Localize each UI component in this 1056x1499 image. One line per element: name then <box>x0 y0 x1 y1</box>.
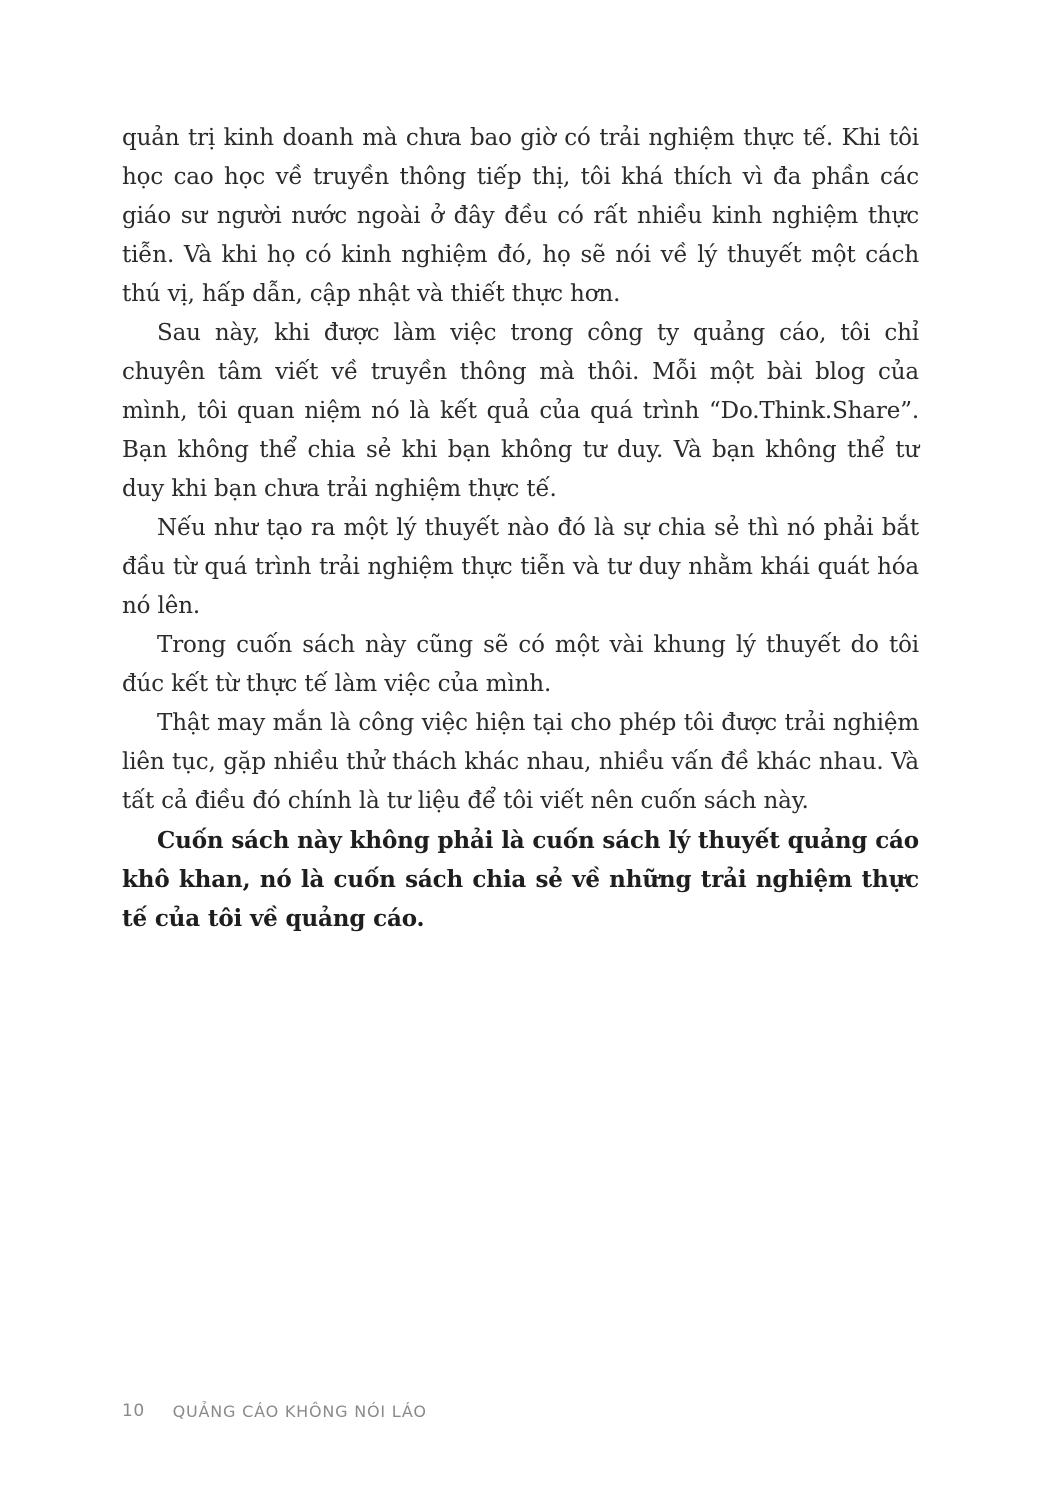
running-book-title: QUẢNG CÁO KHÔNG NÓI LÁO <box>172 1401 427 1421</box>
paragraph-current-work: Thật may mắn là công việc hiện tại cho phép tôi được trải nghiệm liên tục, gặp nhiều thử thách khác nhau, nhiều vấn đề khác nhau. Và tất cả điều đó chính là tư liệu để tôi viết nên cuốn sách này. <box>122 710 919 814</box>
page-footer <box>122 1398 427 1424</box>
body-text <box>122 119 919 938</box>
paragraph-continued: quản trị kinh doanh mà chưa bao giờ có trải nghiệm thực tế. Khi tôi học cao học về truyền thông tiếp thị, tôi khá thích vì đa phần các giáo sư người nước ngoài ở đây đều có rất nhiều kinh nghiệm thực tiễn. Và khi họ có kinh nghiệm đó, họ sẽ nói về lý thuyết một cách thú vị, hấp dẫn, cập nhật và thiết thực hơn. <box>122 125 919 307</box>
page-number: 10 <box>122 1401 145 1421</box>
paragraph-theory-sharing: Nếu như tạo ra một lý thuyết nào đó là sự chia sẻ thì nó phải bắt đầu từ quá trình trải nghiệm thực tiễn và tư duy nhằm khái quát hóa nó lên. <box>122 515 919 619</box>
paragraph-book-frameworks: Trong cuốn sách này cũng sẽ có một vài khung lý thuyết do tôi đúc kết từ thực tế làm việc của mình. <box>122 632 919 697</box>
paragraph-book-summary-bold: Cuốn sách này không phải là cuốn sách lý thuyết quảng cáo khô khan, nó là cuốn sách chia sẻ về những trải nghiệm thực tế của tôi về quảng cáo. <box>122 827 919 932</box>
paragraph-advertising-company: Sau này, khi được làm việc trong công ty quảng cáo, tôi chỉ chuyên tâm viết về truyền thông mà thôi. Mỗi một bài blog của mình, tôi quan niệm nó là kết quả của quá trình “Do.Think.Share”. Bạn không thể chia sẻ khi bạn không tư duy. Và bạn không thể tư duy khi bạn chưa trải nghiệm thực tế. <box>122 320 919 502</box>
